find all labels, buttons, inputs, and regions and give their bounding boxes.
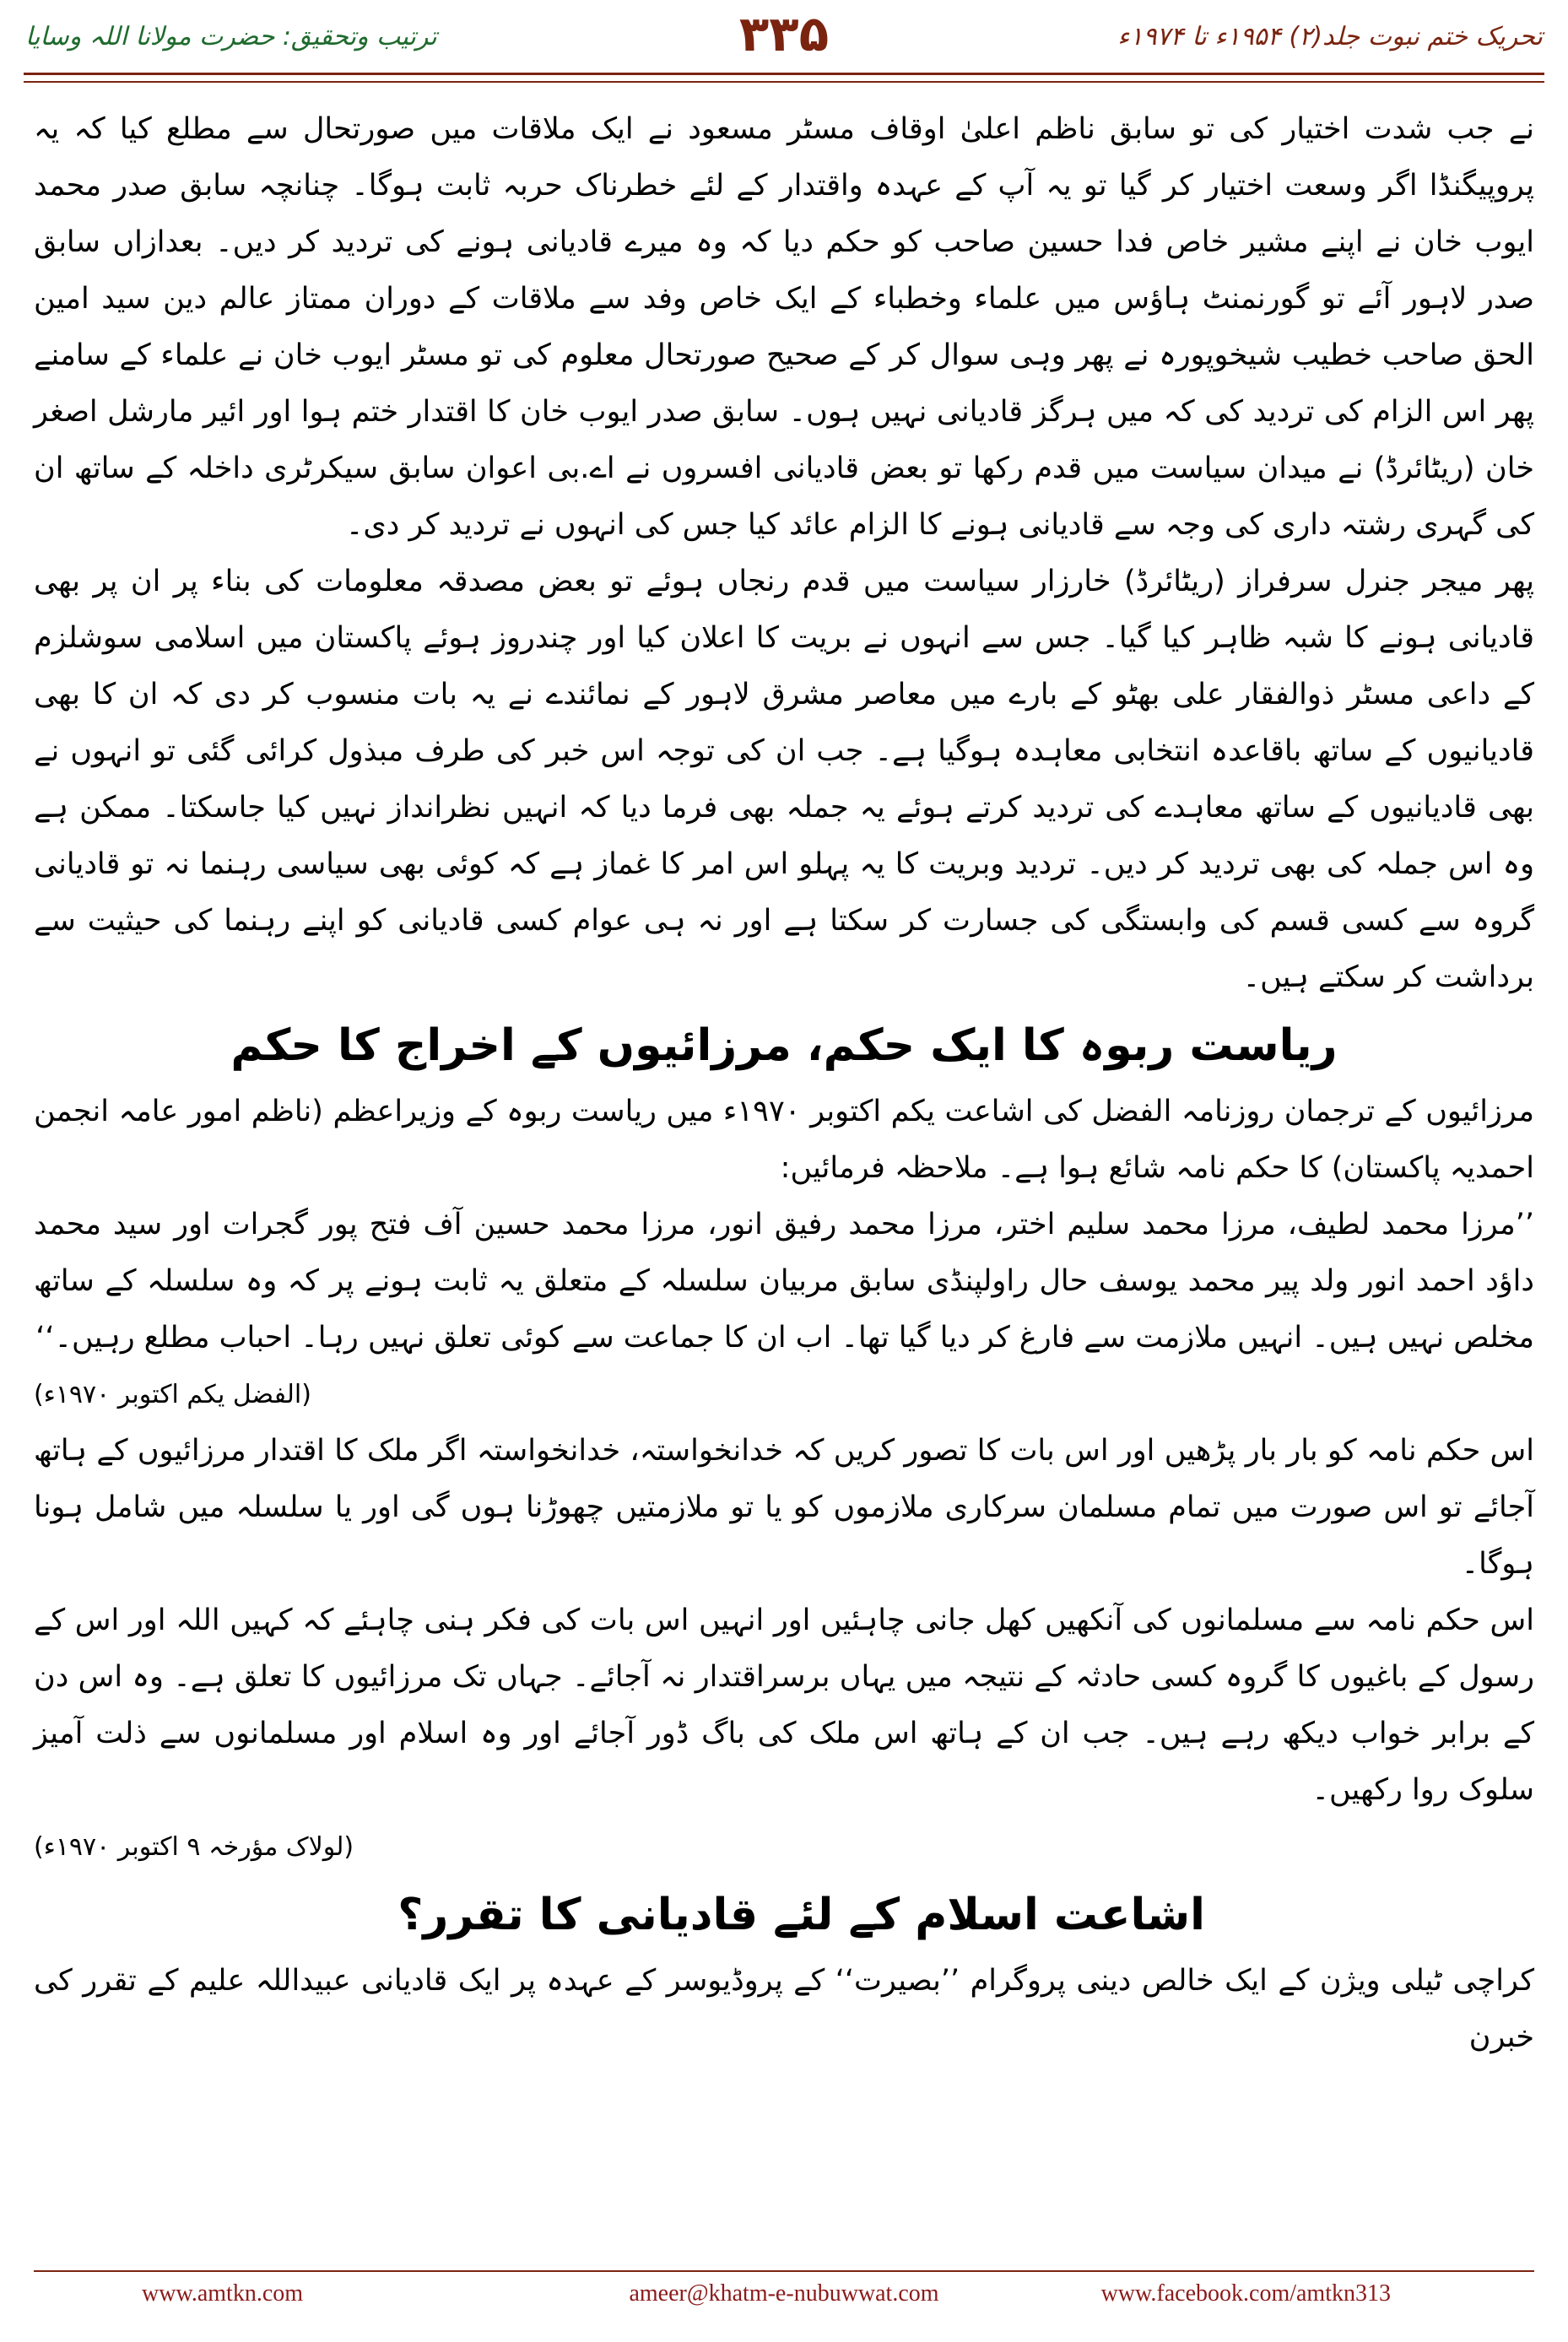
section-heading-rabwah: ریاست ربوہ کا ایک حکم، مرزائیوں کے اخراج کا حکم: [230, 1020, 1338, 1071]
page-header: [0, 0, 1568, 69]
paragraph-5: اس حکم نامہ سے مسلمانوں کی آنکھیں کھل جانی چاہئیں اور انہیں اس بات کی فکر ہنی چاہئے کہ کہیں اللہ اور اس کے رسول کے باغیوں کا گروہ کسی حادثہ کے نتیجہ میں یہاں برسراقتدار نہ آجائے۔ جہاں تک مرزائیوں کا تعلق ہے۔ وہ اس دن کے برابر خواب دیکھ رہے ہیں۔ جب ان کے ہاتھ اس ملک کی باگ ڈور آجائے اور وہ اسلام اور مسلمانوں سے ذلت آمیز سلوک روا رکھیں۔: [34, 1604, 1534, 1807]
website-link[interactable]: www.amtkn.com: [142, 2280, 304, 2307]
lolak-citation: (لولاک مؤرخہ ۹ اکتوبر ۱۹۷۰ء): [34, 1832, 354, 1862]
paragraph-1: نے جب شدت اختیار کی تو سابق ناظم اعلیٰ اوقاف مسٹر مسعود نے ایک ملاقات میں صورتحال سے مطلع کیا کہ یہ پروپیگنڈا اگر وسعت اختیار کر گیا تو یہ آپ کے عہدہ واقتدار کے لئے خطرناک حربہ ثابت ہوگا۔ چنانچہ سابق صدر محمد ایوب خان نے اپنے مشیر خاص فدا حسین صاحب کو حکم دیا کہ وہ میرے قادیانی ہونے کی تردید کر دیں۔ بعدازاں سابق صدر لاہور آئے تو گورنمنٹ ہاؤس میں علماء وخطباء کے ایک خاص وفد سے ملاقات کے دوران ممتاز عالم دین سید امین الحق صاحب خطیب شیخوپورہ نے پھر وہی سوال کر کے صحیح صورتحال معلوم کی تو مسٹر ایوب خان نے علماء کے سامنے پھر اس الزام کی تردید کی کہ میں ہرگز قادیانی نہیں ہوں۔ سابق صدر ایوب خان کا اقتدار ختم ہوا اور ائیر مارشل اصغر خان (ریٹائرڈ) نے میدان سیاست میں قدم رکھا تو بعض قادیانی افسروں نے اے.بی اعوان سابق سیکرٹری داخلہ کے ساتھ ان کی گہری رشتہ داری کی وجہ سے قادیانی ہونے کا الزام عائد کیا جس کی انہوں نے تردید کر دی۔: [34, 112, 1534, 542]
paragraph-3: مرزائیوں کے ترجمان روزنامہ الفضل کی اشاعت یکم اکتوبر ۱۹۷۰ء میں ریاست ربوہ کے وزیراعظم (ناظم امور عامہ انجمن احمدیہ پاکستان) کا حکم نامہ شائع ہوا ہے۔ ملاحظہ فرمائیں:: [34, 1095, 1534, 1185]
email-link[interactable]: ameer@khatm-e-nubuwwat.com: [629, 2280, 939, 2307]
quote-citation-row: [34, 1366, 1534, 1423]
paragraph-2: پھر میجر جنرل سرفراز (ریٹائرڈ) خارزار سیاست میں قدم رنجاں ہوئے تو بعض مصدقہ معلومات کی بناء پر ان پر بھی قادیانی ہونے کا شبہ ظاہر کیا گیا۔ جس سے انہوں نے بریت کا اعلان کیا اور چندروز ہوئے پاکستان میں اسلامی سوشلزم کے داعی مسٹر ذوالفقار علی بھٹو کے بارے میں معاصر مشرق لاہور کے نمائندے نے یہ بات منسوب کر دی کہ ان کا بھی قادیانیوں کے ساتھ باقاعدہ انتخابی معاہدہ ہوگیا ہے۔ جب ان کی توجہ اس خبر کی طرف مبذول کرائی گئی تو انہوں نے بھی قادیانیوں کے ساتھ معاہدے کی تردید کرتے ہوئے یہ جملہ بھی فرما دیا کہ انہیں نظرانداز نہیں کیا جاسکتا۔ ممکن ہے وہ اس جملہ کی بھی تردید کر دیں۔ تردید وبریت کا یہ پہلو اس امر کا غماز ہے کہ کوئی بھی سیاسی رہنما نہ تو قادیانی گروہ سے کسی قسم کی وابستگی کی جسارت کر سکتا ہے اور نہ ہی عوام کسی قادیانی کو اپنے رہنما کی حیثیت سے برداشت کر سکتے ہیں۔: [34, 565, 1534, 994]
quote-citation: (الفضل یکم اکتوبر ۱۹۷۰ء): [34, 1380, 311, 1409]
book-title: تحریک ختم نبوت جلد(۲) ۱۹۵۴ء تا ۱۹۷۴ء: [1117, 22, 1543, 51]
footer-divider: [34, 2270, 1534, 2272]
quoted-order: ’’مرزا محمد لطیف، مرزا محمد سلیم اختر، مرزا محمد رفیق انور، مرزا محمد حسین آف فتح پور گجرات اور سید محمد داؤد احمد انور ولد پیر محمد یوسف حال راولپنڈی سابق مربیان سلسلہ کے متعلق یہ ثابت ہونے پر کہ وہ سلسلہ کے ساتھ مخلص نہیں ہیں۔ انہیں ملازمت سے فارغ کر دیا گیا تھا۔ اب ان کا جماعت سے کوئی تعلق نہیں رہا۔ احباب مطلع رہیں۔‘‘: [34, 1208, 1534, 1355]
section-heading-appointment: اشاعت اسلام کے لئے قادیانی کا تقرر؟: [397, 1890, 1205, 1940]
paragraph-6: کراچی ٹیلی ویژن کے ایک خالص دینی پروگرام ’’بصیرت‘‘ کے پروڈیوسر کے عہدہ پر ایک قادیانی عبیداللہ علیم کے تقرر کی خبرن: [34, 1964, 1534, 2054]
paragraph-4: اس حکم نامہ کو بار بار پڑھیں اور اس بات کا تصور کریں کہ خدانخواستہ، خدانخواستہ اگر ملک کا اقتدار مرزائیوں کے ہاتھ آجائے تو اس صورت میں تمام مسلمان سرکاری ملازموں کو یا تو ملازمتیں چھوڑنا ہوں گی اور یا سلسلہ میں شامل ہونا ہوگا۔: [34, 1434, 1534, 1581]
page-body: [34, 101, 1534, 2066]
compiler-credit: ترتیب وتحقیق: حضرت مولانا اللہ وسایا: [25, 22, 437, 51]
header-divider: [24, 73, 1544, 83]
facebook-link[interactable]: www.facebook.com/amtkn313: [1100, 2280, 1391, 2307]
lolak-citation-row: [34, 1819, 1534, 1875]
page-number: ۳۳۵: [738, 5, 830, 62]
page-footer: [0, 2280, 1568, 2314]
